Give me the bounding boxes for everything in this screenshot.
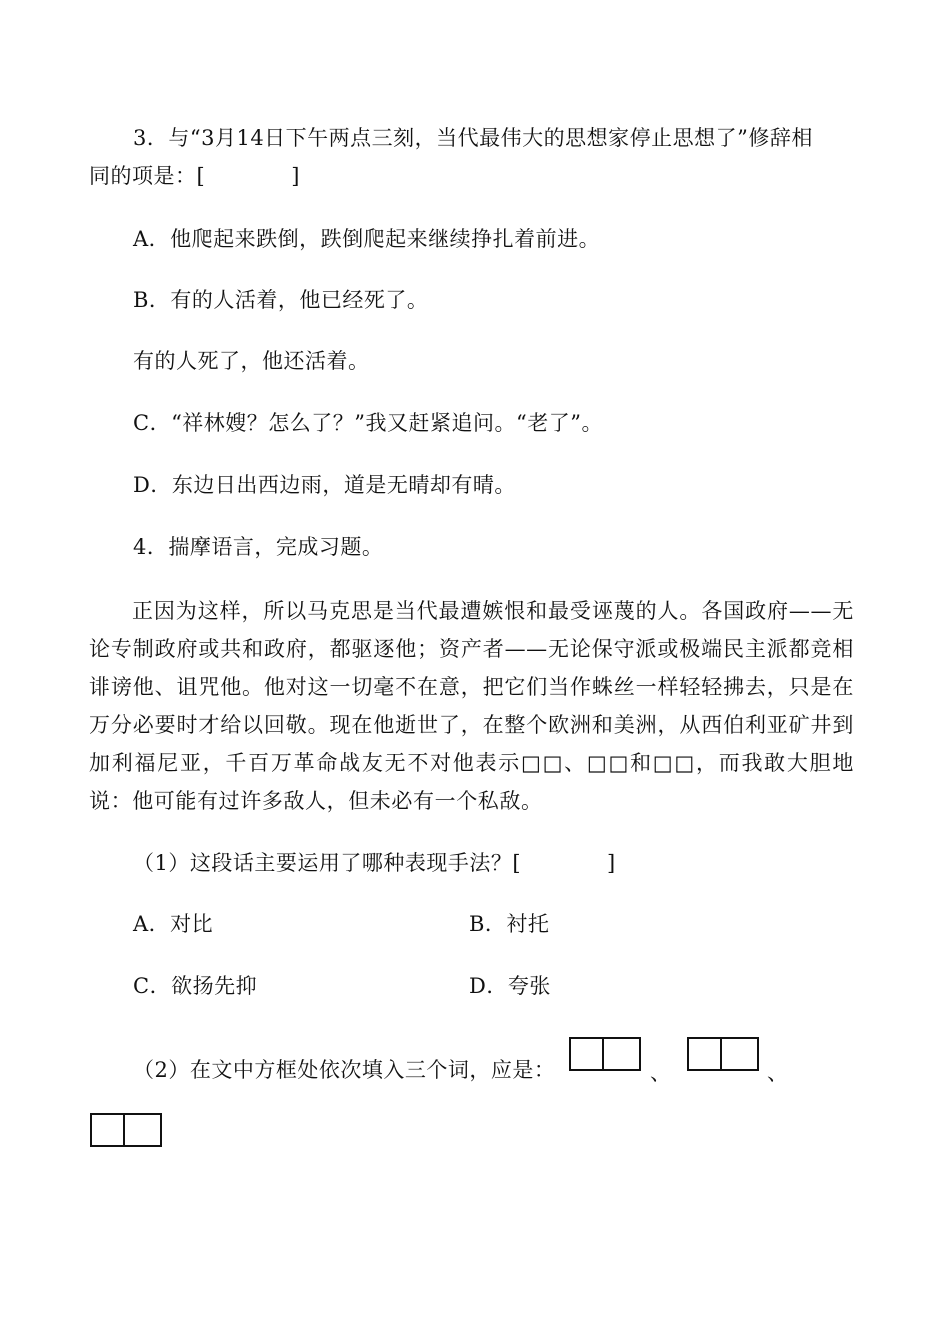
answer-box-3[interactable] [90,1113,162,1147]
q4-passage: 正因为这样，所以马克思是当代最遭嫉恨和最受诬蔑的人。各国政府——无论专制政府或共和政府，都驱逐他；资产者——无论保守派或极端民主派都竞相诽谤他、诅咒他。他对这一切毫不在意，把它们当作蛛丝一样轻轻拂去，只是在万分必要时才给以回敬。现在他逝世了，在整个欧洲和美洲，从西伯利亚矿井到加利福尼亚，千百万革命战友无不对他表示□□、□□和□□，而我敢大胆地说：他可能有过许多敌人，但未必有一个私敌。 [89,599,854,813]
q3-option-b-continued: 有的人死了，他还活着。 [133,349,370,373]
answer-box-2[interactable] [687,1037,759,1071]
q4-sub1-option-d: D．夸张 [469,974,551,998]
answer-box-3-cell-2[interactable] [125,1113,162,1147]
q3-stem-line2: 同的项是：[ ] [89,164,300,188]
q3-stem-line1: 3．与“3月14日下午两点三刻，当代最伟大的思想家停止思想了”修辞相 [133,126,813,150]
q4-sub2-question: （2）在文中方框处依次填入三个词，应是： [133,1058,556,1082]
answer-box-3-cell-1[interactable] [90,1113,125,1147]
q3-option-a: A．他爬起来跌倒，跌倒爬起来继续挣扎着前进。 [133,227,601,251]
q4-heading: 4．揣摩语言，完成习题。 [133,535,384,559]
answer-box-1-cell-2[interactable] [604,1037,641,1071]
q4-sub1-option-a: A．对比 [133,912,214,936]
answer-box-1-cell-1[interactable] [569,1037,604,1071]
separator-1: 、 [650,1061,671,1085]
separator-2: 、 [767,1061,788,1085]
answer-box-2-cell-1[interactable] [687,1037,722,1071]
q3-option-b: B．有的人活着，他已经死了。 [133,288,429,312]
q3-option-c: C．“祥林嫂？怎么了？”我又赶紧追问。“老了”。 [133,411,604,435]
answer-box-2-cell-2[interactable] [722,1037,759,1071]
q3-option-d: D．东边日出西边雨，道是无晴却有晴。 [133,473,516,497]
q4-sub1-question: （1）这段话主要运用了哪种表现手法？[ ] [133,851,616,875]
q4-sub1-option-c: C．欲扬先抑 [133,974,258,998]
q4-sub1-option-b: B．衬托 [469,912,550,936]
answer-box-1[interactable] [569,1037,641,1071]
